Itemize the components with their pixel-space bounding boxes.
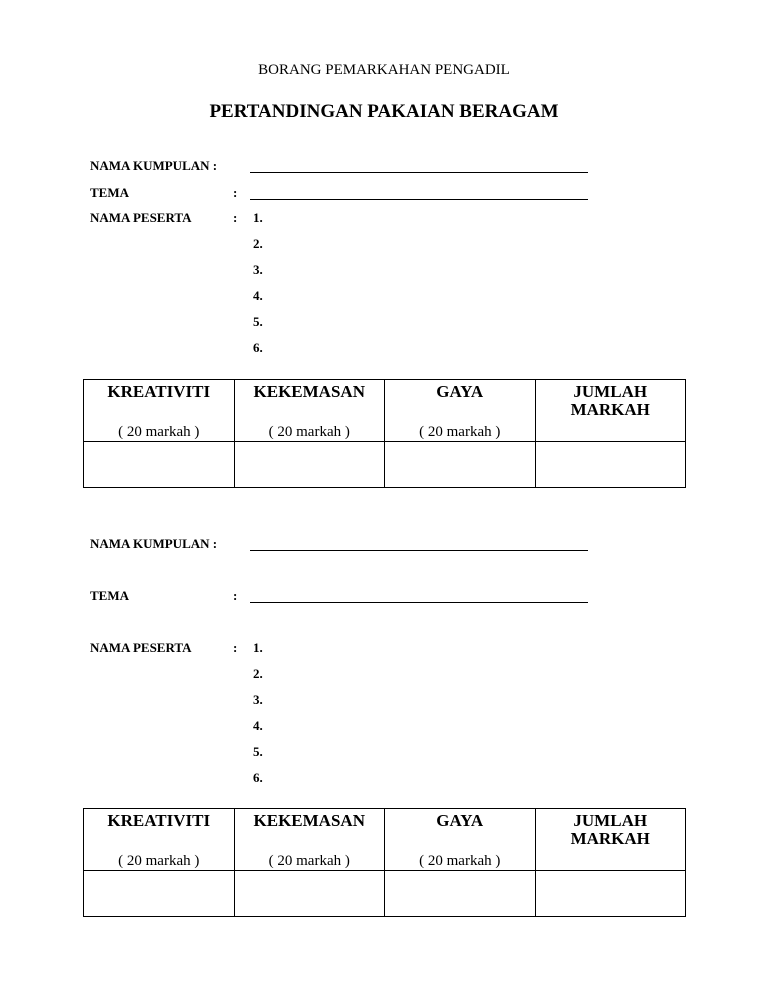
participant-number: 1. — [253, 210, 263, 225]
score-cell-creativity[interactable] — [84, 871, 235, 917]
criteria-header-style — [385, 809, 536, 871]
criteria-max-marks: ( 20 markah ) — [118, 853, 200, 869]
score-cell-total[interactable] — [535, 871, 686, 917]
criteria-header-total — [535, 380, 686, 442]
score-table — [83, 379, 686, 488]
participant-number: 4. — [253, 288, 263, 303]
group-name-field[interactable] — [250, 550, 588, 551]
criteria-header-creativity — [84, 809, 235, 871]
criteria-header-style — [385, 380, 536, 442]
participants-label: NAMA PESERTA — [90, 640, 192, 655]
score-cell-style[interactable] — [385, 442, 536, 488]
criteria-header-neatness — [234, 380, 385, 442]
participant-number: 3. — [253, 692, 263, 707]
participant-number: 1. — [253, 640, 263, 655]
criteria-label: KEKEMASAN — [253, 811, 365, 830]
theme-label: TEMA — [90, 185, 129, 200]
score-table — [83, 808, 686, 917]
participants-colon: : — [233, 210, 238, 225]
participant-number: 2. — [253, 666, 263, 681]
score-cell-neatness[interactable] — [234, 871, 385, 917]
criteria-header-creativity — [84, 380, 235, 442]
criteria-max-marks: ( 20 markah ) — [268, 853, 350, 869]
criteria-header-neatness — [234, 809, 385, 871]
participant-number: 6. — [253, 770, 263, 785]
score-cell-neatness[interactable] — [234, 442, 385, 488]
theme-colon: : — [233, 185, 238, 200]
participant-number: 6. — [253, 340, 263, 355]
theme-field[interactable] — [250, 602, 588, 603]
form-header: BORANG PEMARKAHAN PENGADIL — [258, 62, 510, 78]
participant-number: 5. — [253, 314, 263, 329]
score-cell-style[interactable] — [385, 871, 536, 917]
group-name-label: NAMA KUMPULAN : — [90, 536, 218, 551]
participant-number: 5. — [253, 744, 263, 759]
criteria-label: JUMLAH MARKAH — [570, 382, 650, 419]
criteria-max-marks: ( 20 markah ) — [118, 424, 200, 440]
criteria-label: KREATIVITI — [107, 811, 211, 830]
theme-colon: : — [233, 588, 238, 603]
participant-number: 3. — [253, 262, 263, 277]
group-name-field[interactable] — [250, 172, 588, 173]
theme-label: TEMA — [90, 588, 129, 603]
participant-number: 2. — [253, 236, 263, 251]
criteria-max-marks: ( 20 markah ) — [268, 424, 350, 440]
criteria-label: GAYA — [436, 382, 484, 401]
participants-label: NAMA PESERTA — [90, 210, 192, 225]
theme-field[interactable] — [250, 199, 588, 200]
score-cell-creativity[interactable] — [84, 442, 235, 488]
group-name-label: NAMA KUMPULAN : — [90, 158, 218, 173]
participants-colon: : — [233, 640, 238, 655]
criteria-label: KREATIVITI — [107, 382, 211, 401]
participant-number: 4. — [253, 718, 263, 733]
criteria-header-total — [535, 809, 686, 871]
criteria-label: GAYA — [436, 811, 484, 830]
form-title: PERTANDINGAN PAKAIAN BERAGAM — [209, 101, 559, 122]
criteria-max-marks: ( 20 markah ) — [419, 424, 501, 440]
criteria-label: JUMLAH MARKAH — [570, 811, 650, 848]
score-cell-total[interactable] — [535, 442, 686, 488]
criteria-max-marks: ( 20 markah ) — [419, 853, 501, 869]
criteria-label: KEKEMASAN — [253, 382, 365, 401]
